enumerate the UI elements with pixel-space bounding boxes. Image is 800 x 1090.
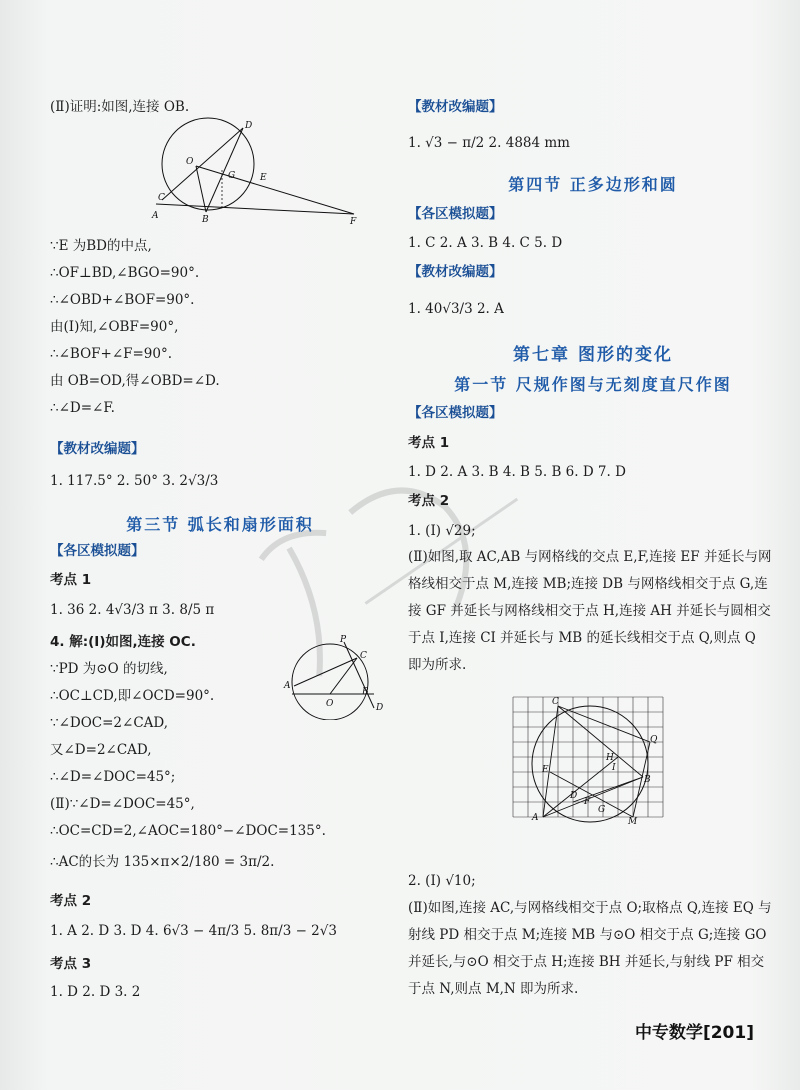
chapter-7-heading: 第七章 图形的变化 (513, 345, 673, 365)
proof-line: 由(Ⅰ)知,∠OBF=90°, (50, 319, 179, 335)
kd1-answers: 1. 36 2. 4√3/3 π 3. 8/5 π (50, 602, 215, 618)
footer-title: 中专数学 (634, 1023, 703, 1043)
grid-construction-figure (508, 692, 668, 832)
q4-line: ∴∠D=∠DOC=45°; (50, 769, 176, 785)
svg-text:O: O (326, 699, 334, 709)
kaodian-1: 考点 1 (408, 435, 450, 451)
textbook-answers-2: 1. 40√3/3 2. A (408, 301, 504, 317)
svg-text:B: B (202, 215, 209, 225)
q4-line: 又∠D=2∠CAD, (50, 742, 152, 758)
svg-text:B: B (362, 687, 369, 697)
proof-line: 由 OB=OD,得∠OBD=∠D. (50, 373, 220, 389)
tag-district-mock-2: 【各区模拟题】 (408, 405, 503, 421)
section-1-heading: 第一节 尺规作图与无刻度直尺作图 (454, 375, 732, 394)
proof-line: ∴∠BOF+∠F=90°. (50, 346, 173, 362)
kaodian-1: 考点 1 (50, 572, 92, 588)
svg-text:F: F (584, 797, 591, 807)
svg-text:D: D (376, 703, 384, 713)
q2-part1: 2. (Ⅰ) √10; (408, 873, 476, 889)
tag-district-mock: 【各区模拟题】 (408, 206, 503, 222)
svg-text:A: A (532, 813, 539, 823)
svg-text:F: F (350, 217, 357, 226)
svg-text:M: M (628, 817, 638, 827)
kd1-answers: 1. D 2. A 3. B 4. B 5. B 6. D 7. D (408, 464, 626, 480)
svg-text:P: P (340, 635, 347, 645)
page-footer (635, 1018, 754, 1043)
svg-text:H: H (606, 753, 614, 763)
kd3-answers: 1. D 2. D 3. 2 (50, 984, 141, 1000)
svg-text:E: E (542, 765, 549, 775)
q1-part1: 1. (Ⅰ) √29; (408, 523, 476, 539)
kaodian-3: 考点 3 (50, 956, 92, 972)
q1-part2: (Ⅱ)如图,取 AC,AB 与网格线的交点 E,F,连接 EF 并延长与网格线相交于点 M,连接 MB;连接 DB 与网格线相交于点 G,连接 GF 并延长与网格线相交于点 H,连接 AH 并延长与圆相交于点 I,连接 CI 并延长与 MB 的延长线相交于点 Q,则点 Q 即为所求. (408, 549, 772, 673)
proof-line: ∴∠D=∠F. (50, 400, 115, 416)
svg-text:Q: Q (650, 735, 658, 745)
proof-line: ∵E 为BD的中点, (50, 238, 152, 254)
kaodian-2: 考点 2 (408, 493, 450, 509)
svg-text:B: B (644, 775, 651, 785)
svg-text:G: G (598, 805, 606, 815)
textbook-answers-1: 1. √3 − π/2 2. 4884 mm (408, 135, 570, 151)
svg-text:G: G (228, 171, 236, 181)
section-4-heading: 第四节 正多边形和圆 (508, 175, 678, 194)
svg-text:I: I (612, 763, 616, 773)
section-3-heading: 第三节 弧长和扇形面积 (126, 515, 314, 534)
tag-textbook-adapted: 【教材改编题】 (408, 99, 503, 115)
tag-textbook-adapted: 【教材改编题】 (50, 441, 145, 457)
proof-title: (Ⅱ)证明:如图,连接 OB. (50, 99, 190, 115)
tag-textbook-adapted-2: 【教材改编题】 (408, 264, 503, 280)
q4-line: ∵∠DOC=2∠CAD, (50, 715, 169, 731)
q4-line: ∴OC=CD=2,∠AOC=180°−∠DOC=135°. (50, 823, 326, 839)
q4-line: ∵PD 为⊙O 的切线, (50, 661, 168, 677)
footer-bracket-close: ] (746, 1023, 754, 1043)
kaodian-2: 考点 2 (50, 893, 92, 909)
page-number: 201 (710, 1023, 747, 1043)
tag-district-mock: 【各区模拟题】 (50, 543, 145, 559)
proof-line: ∴OF⊥BD,∠BGO=90°. (50, 265, 200, 281)
svg-text:D: D (570, 791, 578, 801)
district-answers: 1. C 2. A 3. B 4. C 5. D (408, 235, 563, 251)
svg-text:O: O (186, 157, 194, 167)
circle-tangent-figure (150, 116, 365, 226)
svg-text:C: C (360, 651, 367, 661)
circle-arc-figure (282, 630, 402, 720)
q4-line: ∴OC⊥CD,即∠OCD=90°. (50, 688, 215, 704)
q4-line: (Ⅱ)∵∠D=∠DOC=45°, (50, 796, 195, 812)
svg-text:E: E (260, 173, 267, 183)
q4-line: ∴AC的长为 135×π×2/180 = 3π/2. (50, 854, 275, 870)
textbook-answers: 1. 117.5° 2. 50° 3. 2√3/3 (50, 473, 219, 489)
footer-bracket-open: [ (702, 1023, 711, 1043)
svg-text:A: A (152, 211, 159, 221)
svg-text:C: C (552, 697, 559, 707)
q2-part2: (Ⅱ)如图,连接 AC,与网格线相交于点 O;取格点 Q,连接 EQ 与射线 PD 相交于点 M;连接 MB 与⊙O 相交于点 G;连接 GO 并延长,与⊙O 相交于点 H;连接 BH 并延长,与射线 PF 相交于点 N,则点 M,N 即为所求. (408, 900, 772, 997)
svg-text:D: D (245, 121, 253, 131)
q4-line: 4. 解:(Ⅰ)如图,连接 OC. (50, 634, 196, 650)
svg-text:C: C (158, 193, 165, 203)
svg-text:A: A (284, 681, 291, 691)
kd2-answers: 1. A 2. D 3. D 4. 6√3 − 4π/3 5. 8π/3 − 2√3 (50, 923, 337, 939)
proof-line: ∴∠OBD+∠BOF=90°. (50, 292, 195, 308)
